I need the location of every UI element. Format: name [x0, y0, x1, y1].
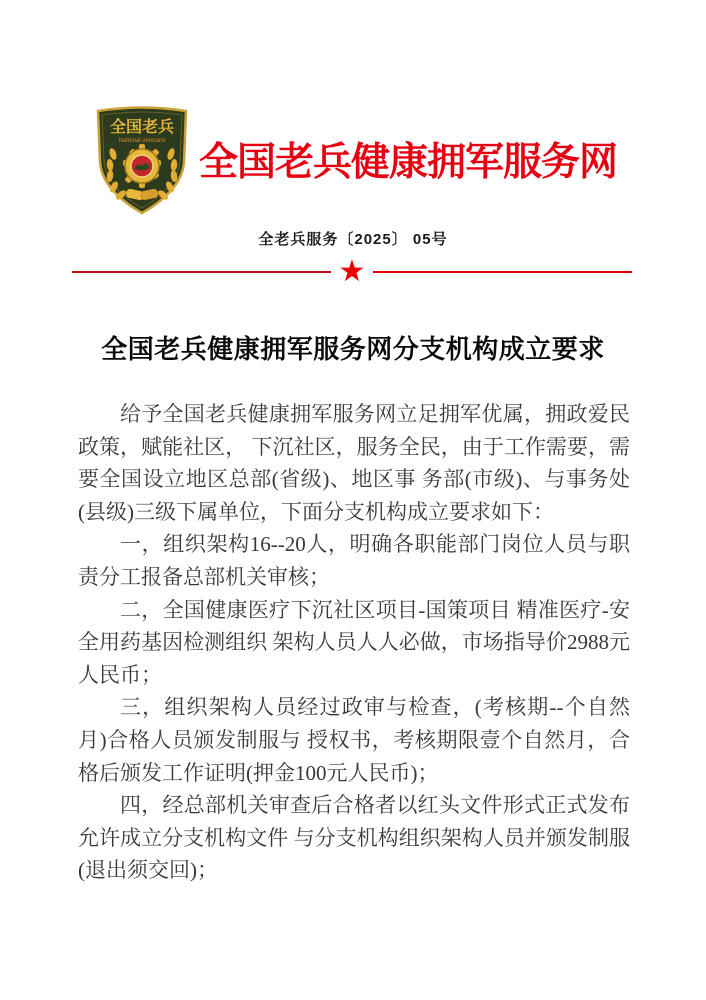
badge-subtitle-text: National veterans: [118, 138, 166, 144]
masthead: [0, 0, 706, 216]
paragraph-item-4: 四，经总部机关审查后合格者以红头文件形式正式发布允许成立分支机构文件 与分支机构组织架构人员并颁发制服(退出须交回)；: [78, 793, 630, 883]
document-title: 全国老兵健康拥军服务网分支机构成立要求: [101, 335, 605, 364]
document-body: [78, 398, 630, 887]
red-divider: [72, 254, 632, 289]
paragraph-item-1: 一，组织架构16--20人，明确各职能部门岗位人员与职责分工报备总部机关审核；: [78, 532, 630, 589]
paragraph-intro: 给予全国老兵健康拥军服务网立足拥军优属，拥政爱民政策，赋能社区， 下沉社区，服务全民，由于工作需要，需要全国设立地区总部(省级)、地区事 务部(市级)、与事务处(县级)三级下属单位，下面分支机构成立要求如下：: [78, 402, 630, 524]
doc-number: 全老兵服务〔2025〕 05号: [258, 231, 448, 248]
badge-title-text: 全国老兵: [109, 119, 174, 136]
star-icon: ★: [338, 254, 366, 289]
veterans-badge-logo: [89, 102, 195, 216]
paragraph-item-3: 三，组织架构人员经过政审与检查，(考核期--个自然月)合格人员颁发制服与 授权书，考核期限壹个自然月，合格后颁发工作证明(押金100元人民币)；: [78, 695, 630, 785]
divider-line-right: [373, 271, 632, 273]
divider-line-left: [72, 271, 331, 273]
paragraph-item-2: 二，全国健康医疗下沉社区项目-国策项目 精准医疗-安全用药基因检测组织 架构人员人人必做，市场指导价2988元人民币；: [78, 597, 630, 687]
site-title: 全国老兵健康拥军服务网: [198, 141, 617, 184]
